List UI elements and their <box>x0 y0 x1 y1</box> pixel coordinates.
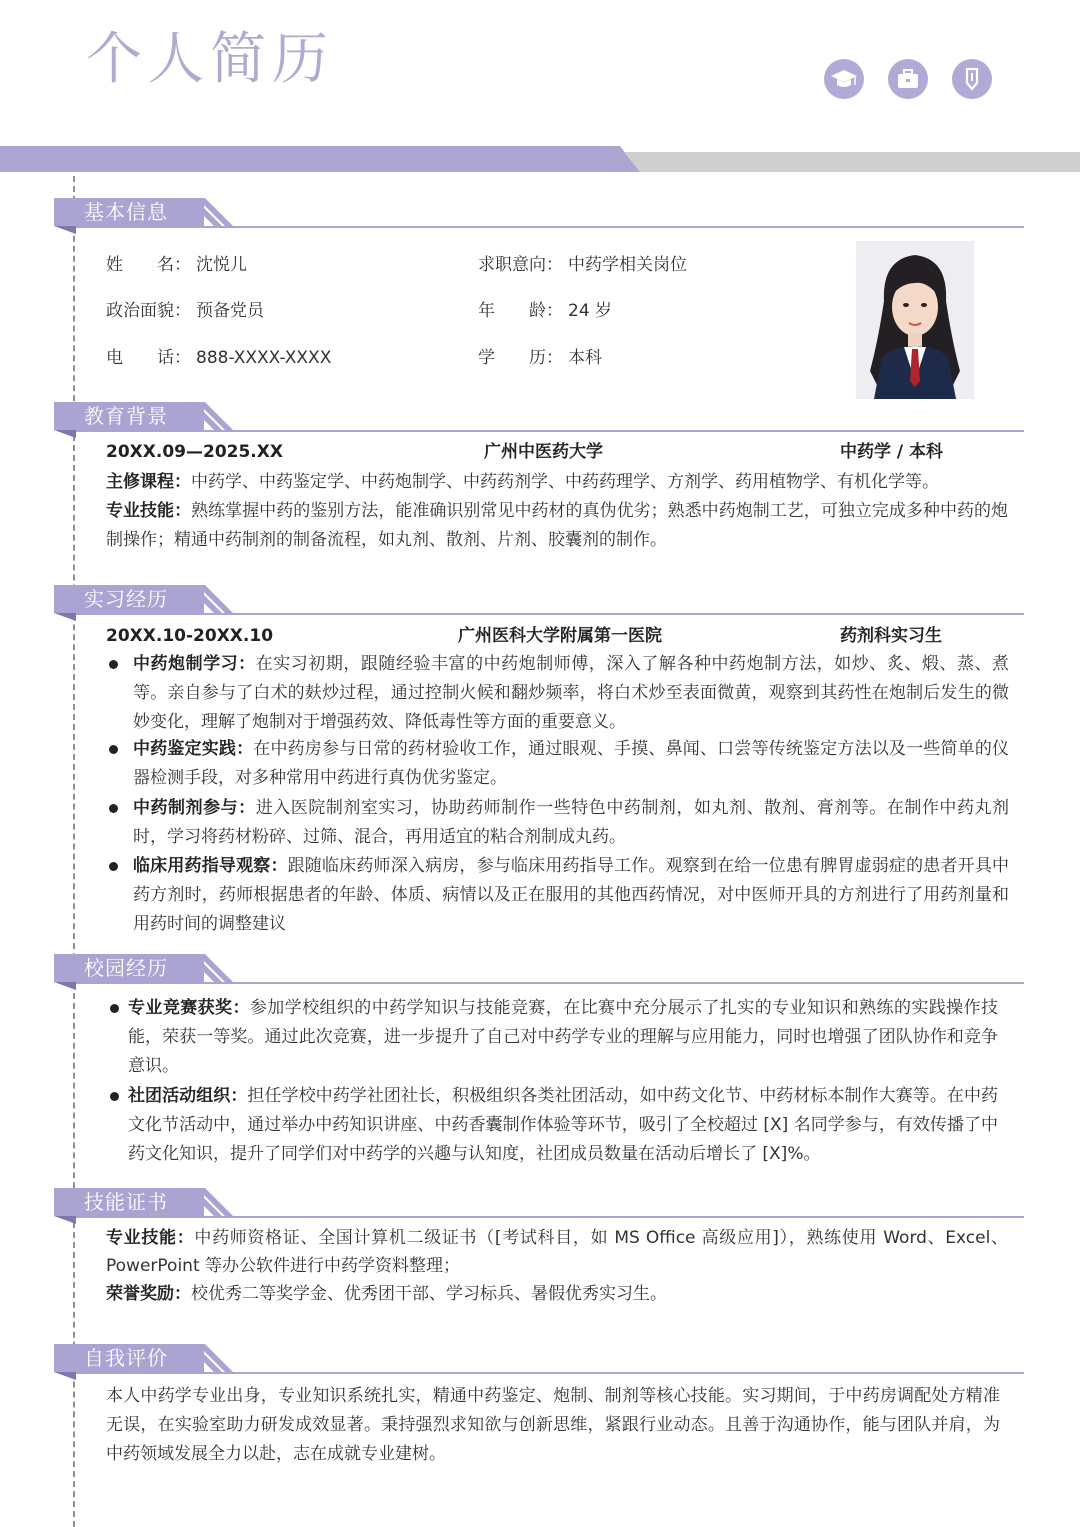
section-header-education <box>54 402 1026 442</box>
section-title: 实习经历 <box>84 587 168 611</box>
briefcase-icon <box>888 59 928 99</box>
self-evaluation-text: 本人中药学专业出身，专业知识系统扎实，精通中药鉴定、炮制、制剂等核心技能。实习期间，于中药房调配处方精准无误，在实验室助力研发成效显著。秉持强烈求知欲与创新思维，紧跟行业动态。且善于沟通协作，能与团队并肩，为中药领域发展全力以赴，志在成就专业建树。 <box>106 1386 1000 1464</box>
section-title: 自我评价 <box>84 1346 168 1370</box>
page-title: 个人简历 <box>86 27 334 92</box>
internship-period: 20XX.10-20XX.10 <box>106 626 274 646</box>
education-skills: 专业技能：熟练掌握中药的鉴别方法，能准确识别常见中药材的真伪优劣；熟悉中药炮制工艺，可独立完成多种中药的炮制操作；精通中药制剂的制备流程，如丸剂、散剂、片剂、胶囊剂的制作。 <box>106 501 1009 550</box>
bullet-dot <box>110 1092 119 1101</box>
intent-label: 求职意向： <box>478 255 563 275</box>
bullet-dot <box>109 745 118 754</box>
bullet-dot <box>110 1004 119 1013</box>
section-title: 技能证书 <box>84 1190 168 1214</box>
pen-icon <box>952 59 992 99</box>
internship-role: 药剂科实习生 <box>840 626 942 646</box>
bullet-dot <box>109 804 118 813</box>
campus-item: 社团活动组织：担任学校中药学社团社长，积极组织各类社团活动，如中药文化节、中药材标本制作大赛等。在中药文化节活动中，通过举办中药知识讲座、中药香囊制作体验等环节，吸引了全校超过 [X] 名同学参与，有效传播了中药文化知识，提升了同学们对中药学的兴趣与认知度，社团成员数量在活动后增长了 [X]%。 <box>128 1086 998 1164</box>
internship-item: 中药炮制学习：在实习初期，跟随经验丰富的中药炮制师傅，深入了解各种中药炮制方法，如炒、炙、煅、蒸、煮等。亲自参与了白术的麸炒过程，通过控制火候和翻炒频率，将白术炒至表面微黄，观察到其药性在炮制后发生的微妙变化，理解了炮制对于增强药效、降低毒性等方面的重要意义。 <box>133 654 1010 732</box>
name-value: 沈悦儿 <box>196 255 247 275</box>
section-header-self-eval <box>54 1344 1026 1384</box>
internship-item: 中药制剂参与：进入医院制剂室实习，协助药师制作一些特色中药制剂，如丸剂、散剂、膏剂等。在制作中药丸剂时，学习将药材粉碎、过筛、混合，再用适宜的粘合剂制成丸药。 <box>133 798 1010 847</box>
degree-label: 学 历： <box>478 348 563 368</box>
section-header-internship <box>54 585 1026 625</box>
politics-value: 预备党员 <box>196 301 264 321</box>
header-band-gray <box>624 152 1080 172</box>
internship-org: 广州医科大学附属第一医院 <box>458 626 662 646</box>
section-title: 教育背景 <box>84 404 168 428</box>
campus-item: 专业竞赛获奖：参加学校组织的中药学知识与技能竞赛，在比赛中充分展示了扎实的专业知识和熟练的实践操作技能，荣获一等奖。通过此次竞赛，进一步提升了自己对中药学专业的理解与应用能力，同时也增强了团队协作和竞争意识。 <box>128 998 999 1076</box>
internship-item: 临床用药指导观察：跟随临床药师深入病房，参与临床用药指导工作。观察到在给一位患有脾胃虚弱症的患者开具中药方剂时，药师根据患者的年龄、体质、病情以及正在服用的其他西药情况，对中医师开具的方剂进行了用药剂量和用药时间的调整建议 <box>133 856 1010 934</box>
education-courses: 主修课程：中药学、中药鉴定学、中药炮制学、中药药剂学、中药药理学、方剂学、药用植物学、有机化学等。 <box>106 472 939 492</box>
skills-certificates: 专业技能：中药师资格证、全国计算机二级证书（[考试科目，如 MS Office 高级应用]），熟练使用 Word、Excel、PowerPoint 等办公软件进行中药学资料整理； <box>106 1228 1009 1276</box>
section-title: 基本信息 <box>84 200 168 224</box>
section-header-basic <box>54 198 1026 238</box>
header-band <box>0 146 640 172</box>
section-header-campus <box>54 954 1026 994</box>
age-value: 24 岁 <box>568 301 613 321</box>
education-school: 广州中医药大学 <box>484 442 603 462</box>
graduation-cap-icon <box>824 59 864 99</box>
internship-item: 中药鉴定实践：在中药房参与日常的药材验收工作，通过眼观、手摸、鼻闻、口尝等传统鉴定方法以及一些简单的仪器检测手段，对多种常用中药进行真伪优劣鉴定。 <box>133 739 1010 788</box>
politics-label: 政治面貌： <box>106 301 191 321</box>
timeline-dashed-line <box>73 176 75 1527</box>
education-period: 20XX.09—2025.XX <box>106 442 283 462</box>
name-label: 姓 名： <box>106 255 191 275</box>
phone-value: 888-XXXX-XXXX <box>196 348 332 368</box>
education-major: 中药学 / 本科 <box>840 442 944 462</box>
skills-honors: 荣誉奖励：校优秀二等奖学金、优秀团干部、学习标兵、暑假优秀实习生。 <box>106 1284 667 1304</box>
intent-value: 中药学相关岗位 <box>568 255 687 275</box>
section-title: 校园经历 <box>84 956 168 980</box>
profile-photo <box>856 241 974 399</box>
bullet-dot <box>109 660 118 669</box>
age-label: 年 龄： <box>478 301 563 321</box>
section-header-skills <box>54 1188 1026 1228</box>
phone-label: 电 话： <box>106 348 191 368</box>
bullet-dot <box>109 862 118 871</box>
degree-value: 本科 <box>568 348 602 368</box>
